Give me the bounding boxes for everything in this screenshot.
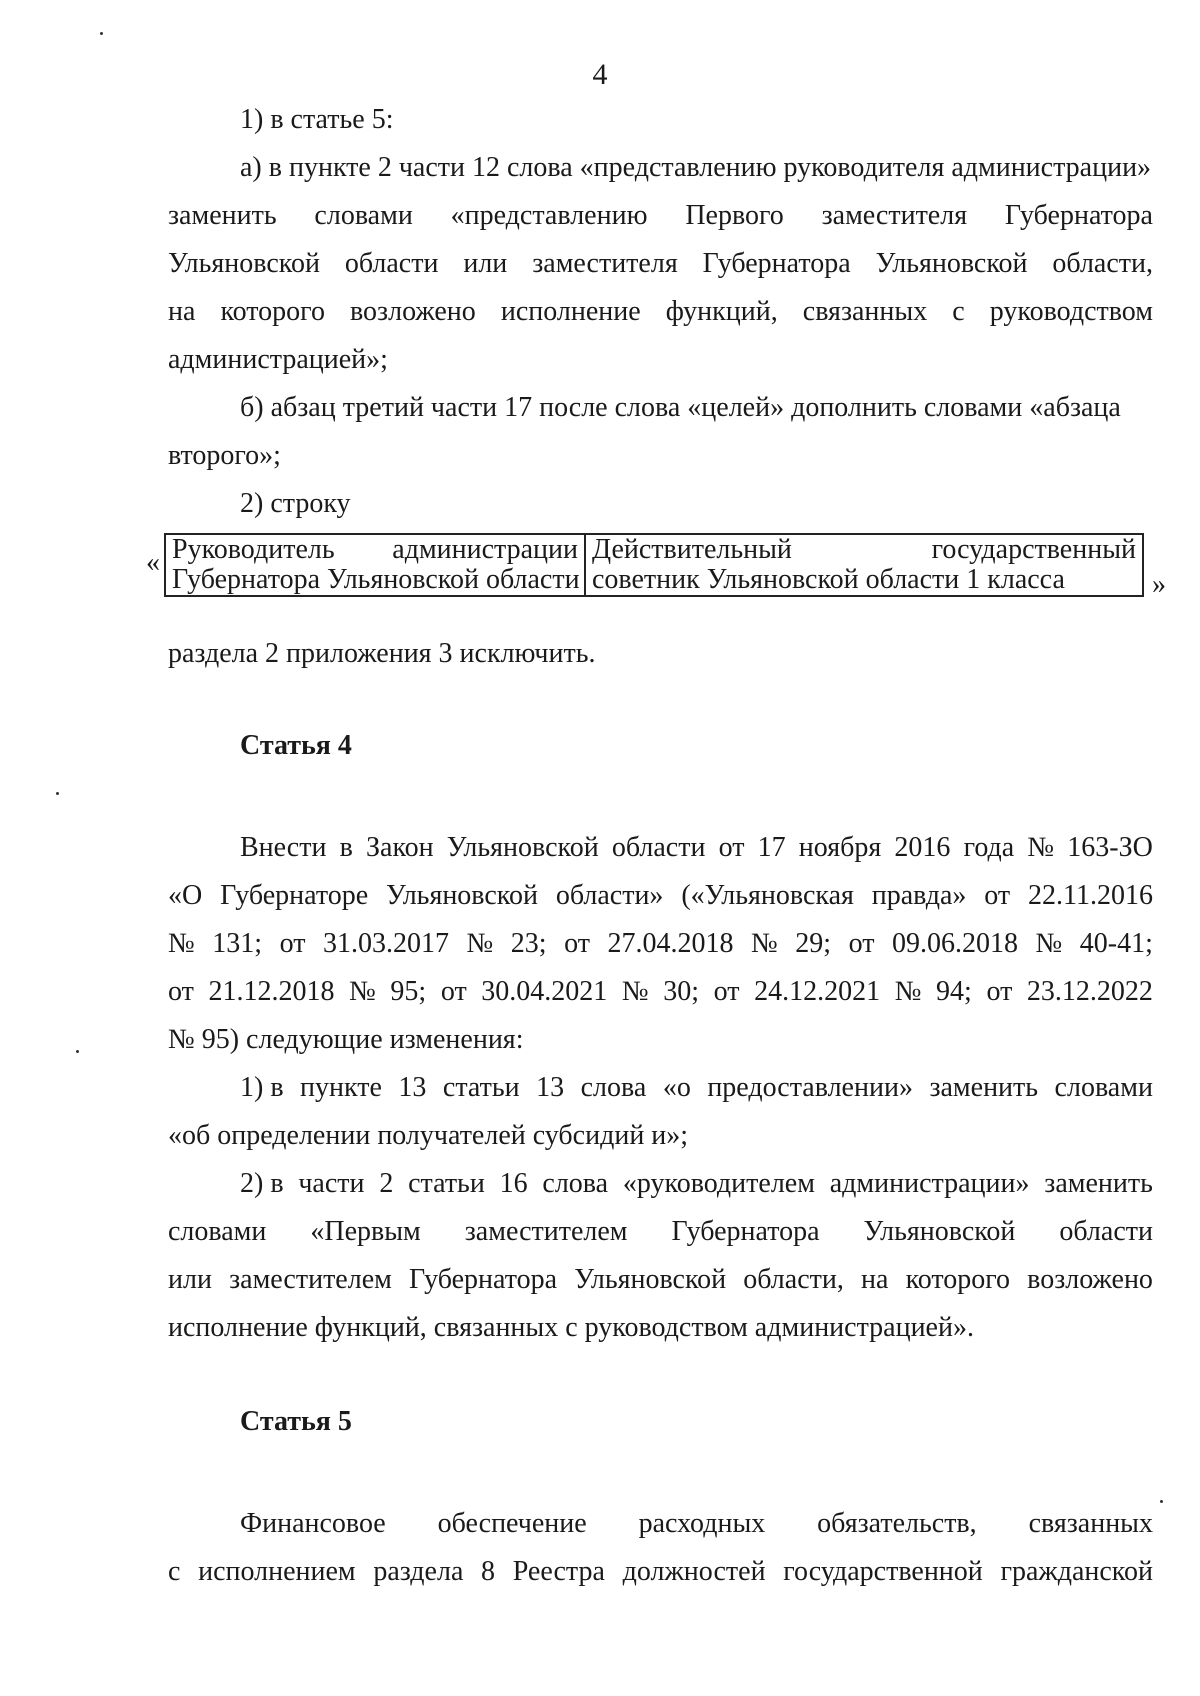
paragraph-line: [168, 920, 1153, 968]
subitem-a: [168, 144, 1153, 384]
word: «о: [662, 1072, 691, 1103]
article5-paragraph: [168, 1500, 1153, 1596]
word: №: [1035, 928, 1063, 959]
article4-item2: [168, 1160, 1153, 1352]
quote-open: «: [146, 547, 160, 578]
word: с: [168, 1556, 181, 1587]
word: или: [168, 1264, 212, 1295]
word: области: [344, 248, 439, 279]
word: словами: [1054, 1072, 1153, 1103]
word: 21.12.2018: [208, 976, 335, 1007]
word: 2) в: [240, 1168, 284, 1199]
word: года: [963, 832, 1015, 863]
word: заместителем: [229, 1264, 392, 1295]
scan-speck: [100, 32, 103, 35]
article3-item2-line: 2) строку: [240, 488, 351, 519]
article3-subitem-b: [168, 384, 1153, 480]
word: Закон: [365, 832, 434, 863]
word: Губернатора: [409, 1264, 558, 1295]
table-cell-position: [165, 534, 585, 596]
word: 27.04.2018: [607, 928, 734, 959]
word: которого: [905, 1264, 1011, 1295]
word: №: [1027, 832, 1055, 863]
word: от: [440, 976, 467, 1007]
article3-item2: [168, 480, 1153, 528]
word: заменить: [929, 1072, 1039, 1103]
word: государственный: [931, 534, 1136, 565]
word: от: [984, 880, 1011, 911]
paragraph-line: [168, 1500, 1153, 1548]
article4-heading: Статья 4: [240, 730, 352, 761]
word: от: [564, 928, 590, 959]
word: 163-ЗО: [1067, 832, 1153, 863]
word: раздела: [373, 1556, 464, 1587]
word: гражданской: [1000, 1556, 1153, 1587]
word: администрации»: [829, 1168, 1030, 1199]
word: слова: [580, 1072, 647, 1103]
word: государственной: [783, 1556, 983, 1587]
word: Ульяновской: [446, 832, 599, 863]
paragraph-line: а) в пункте 2 части 12 слова «представлению руководителя администрации»: [240, 152, 1152, 183]
article3-subitem-a: [168, 144, 1153, 384]
paragraph-line: № 95) следующие изменения:: [168, 1024, 524, 1055]
word: Первого: [685, 200, 784, 231]
paragraph-line: [168, 1160, 1153, 1208]
article4-body: [168, 824, 1153, 1352]
word: возложено: [1027, 1264, 1153, 1295]
paragraph-line: [168, 1064, 1153, 1112]
word: правда»: [871, 880, 967, 911]
word: Ульяновской: [168, 248, 320, 279]
quote-close: »: [1152, 569, 1166, 600]
paragraph-line: [168, 288, 1153, 336]
word: №: [168, 928, 195, 959]
word: 29;: [795, 928, 832, 959]
word: связанных: [1028, 1508, 1153, 1539]
scan-speck: [1160, 1500, 1163, 1503]
table-cell-class-rank: [585, 534, 1143, 596]
article5-heading: Статья 5: [240, 1406, 352, 1437]
word: Внести: [240, 832, 327, 863]
word: с: [952, 296, 965, 327]
article5-body: [168, 1500, 1153, 1596]
word: администрации: [392, 534, 578, 565]
word: «руководителем: [622, 1168, 815, 1199]
word: пункте: [300, 1072, 382, 1103]
word: 30;: [663, 976, 700, 1007]
page-number: 4: [592, 58, 608, 91]
word: в: [339, 832, 353, 863]
word: 2: [379, 1168, 394, 1199]
word: 40-41;: [1079, 928, 1153, 959]
word: статьи: [442, 1072, 520, 1103]
word: 17: [757, 832, 786, 863]
word: «Первым: [310, 1216, 421, 1247]
cell-line: [172, 535, 578, 565]
word: 2016: [894, 832, 951, 863]
paragraph-line: исполнение функций, связанных с руководством администрацией».: [168, 1312, 974, 1343]
word: части: [298, 1168, 365, 1199]
word: от: [718, 832, 745, 863]
word: Финансовое: [240, 1508, 386, 1539]
word: заменить: [1044, 1168, 1153, 1199]
word: или: [463, 248, 508, 279]
article3-item1-line: 1) в статье 5:: [240, 104, 394, 135]
word: области: [611, 832, 706, 863]
word: «представлению: [450, 200, 648, 231]
word: области: [1059, 1216, 1153, 1247]
word: предоставлении»: [707, 1072, 913, 1103]
article3-after-table: [168, 630, 1153, 678]
word: 13: [536, 1072, 565, 1103]
word: от: [848, 928, 875, 959]
word: области»: [555, 880, 664, 911]
article3-subitem-b-line1: б) абзац третий части 17 после слова «целей» дополнить словами «абзаца: [240, 392, 1121, 423]
word: связанных: [802, 296, 928, 327]
paragraph-line: [168, 1548, 1153, 1596]
word: Губернаторе: [220, 880, 369, 911]
paragraph-line: [168, 240, 1153, 288]
paragraph-line: [168, 968, 1153, 1016]
word: руководством: [989, 296, 1153, 327]
word: функций,: [665, 296, 778, 327]
excluded-row-table: [164, 533, 1144, 597]
word: от: [168, 976, 194, 1007]
word: 8: [481, 1556, 496, 1587]
word: которого: [220, 296, 325, 327]
article4-intro: [168, 824, 1153, 1064]
word: №: [621, 976, 649, 1007]
word: «О: [168, 880, 203, 911]
scan-speck: [76, 1050, 79, 1053]
word: словами: [168, 1216, 267, 1247]
word: Ульяновской: [875, 248, 1028, 279]
word: №: [894, 976, 922, 1007]
word: статьи: [408, 1168, 485, 1199]
word: ноября: [798, 832, 882, 863]
paragraph-line: [168, 192, 1153, 240]
word: («Ульяновская: [681, 880, 854, 911]
cell-line: Губернатора Ульяновской области: [172, 564, 580, 595]
word: области,: [1052, 248, 1153, 279]
paragraph-line: [168, 1256, 1153, 1304]
word: заместителя: [821, 200, 968, 231]
word: Губернатора: [702, 248, 851, 279]
table-row: [165, 534, 1143, 596]
word: исполнением: [198, 1556, 356, 1587]
word: 1) в: [240, 1072, 284, 1103]
after-table-line: раздела 2 приложения 3 исключить.: [168, 638, 596, 669]
word: 131;: [212, 928, 263, 959]
word: заместителем: [464, 1216, 628, 1247]
word: заменить: [168, 200, 277, 231]
word: от: [279, 928, 306, 959]
scan-speck: [56, 792, 59, 795]
word: слова: [542, 1168, 609, 1199]
word: 22.11.2016: [1028, 880, 1153, 911]
word: 30.04.2021: [481, 976, 608, 1007]
word: 09.06.2018: [891, 928, 1018, 959]
word: должностей: [622, 1556, 766, 1587]
word: Губернатора: [671, 1216, 820, 1247]
word: Действительный: [592, 534, 792, 565]
word: на: [861, 1264, 889, 1295]
word: Губернатора: [1004, 200, 1153, 231]
word: от: [986, 976, 1013, 1007]
word: 16: [499, 1168, 528, 1199]
excluded-row-block: [146, 533, 1181, 603]
word: №: [349, 976, 376, 1007]
cell-line: [592, 535, 1136, 565]
paragraph-line: «об определении получателей субсидий и»;: [168, 1120, 689, 1151]
word: на: [168, 296, 196, 327]
paragraph-line: [168, 1208, 1153, 1256]
article3-subitem-b-line2: второго»;: [168, 440, 281, 471]
word: от: [713, 976, 740, 1007]
word: 23.12.2022: [1026, 976, 1153, 1007]
word: 24.12.2021: [754, 976, 881, 1007]
paragraph-line: администрацией»;: [168, 344, 388, 375]
word: 94;: [936, 976, 972, 1007]
word: расходных: [638, 1508, 766, 1539]
word: области,: [743, 1264, 844, 1295]
word: обязательств,: [817, 1508, 977, 1539]
word: Ульяновской: [863, 1216, 1016, 1247]
word: Руководитель: [172, 534, 335, 565]
article4-item1: [168, 1064, 1153, 1160]
word: словами: [314, 200, 413, 231]
word: №: [466, 928, 494, 959]
paragraph-line: [168, 872, 1153, 920]
word: Ульяновской: [574, 1264, 727, 1295]
word: заместителя: [532, 248, 678, 279]
paragraph-line: [168, 824, 1153, 872]
word: Ульяновской: [386, 880, 538, 911]
word: 23;: [510, 928, 547, 959]
word: 95;: [390, 976, 427, 1007]
word: 31.03.2017: [322, 928, 449, 959]
word: Реестра: [512, 1556, 605, 1587]
word: 13: [398, 1072, 427, 1103]
cell-line: советник Ульяновской области 1 класса: [592, 564, 1065, 595]
word: №: [751, 928, 778, 959]
word: обеспечение: [437, 1508, 587, 1539]
word: исполнение: [500, 296, 641, 327]
word: возложено: [350, 296, 476, 327]
article3-item1: [168, 96, 1153, 144]
